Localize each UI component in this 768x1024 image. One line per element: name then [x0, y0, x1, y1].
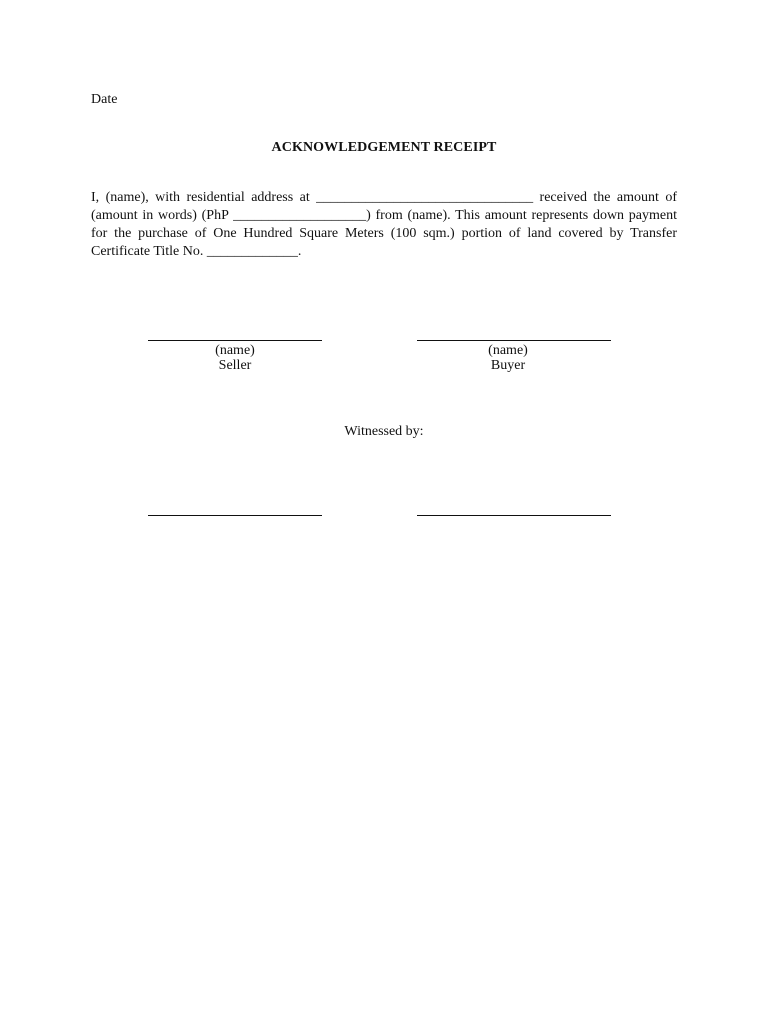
buyer-name-placeholder: (name) — [488, 343, 528, 358]
buyer-role-label: Buyer — [490, 358, 526, 373]
witness-1-signature-line — [148, 515, 322, 516]
seller-name-placeholder: (name) — [215, 343, 255, 358]
buyer-signature-line — [417, 340, 611, 341]
witnessed-by-label: Witnessed by: — [344, 424, 424, 439]
date-label: Date — [91, 92, 118, 107]
document-title: ACKNOWLEDGEMENT RECEIPT — [271, 140, 497, 155]
witness-2-signature-line — [417, 515, 611, 516]
receipt-body-paragraph: I, (name), with residential address at _______________________________ received the amount of (amount in words) (PhP ___________________) from (name). This amount represents down payment for the purchase of One Hundred Square Meters (100 sqm.) portion of land covered by Transfer Certificate Title No. _____________. — [91, 190, 677, 259]
seller-signature-line — [148, 340, 322, 341]
seller-role-label: Seller — [218, 358, 252, 373]
